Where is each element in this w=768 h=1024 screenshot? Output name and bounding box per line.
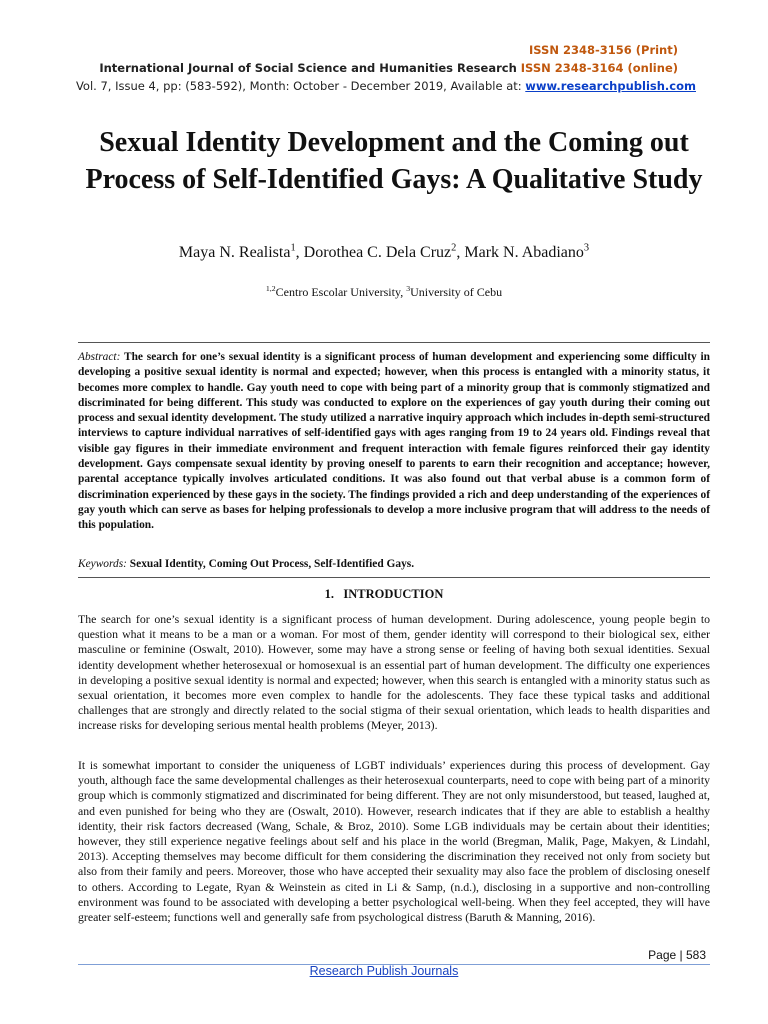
journal-name: International Journal of Social Science and Humanities Research [99,61,517,75]
author-sup: 3 [583,242,590,254]
author-sup: 1 [290,242,296,254]
issn-print: ISSN 2348-3156 (Print) [529,43,678,57]
keywords-label: Keywords: [78,558,127,570]
issn-online: ISSN 2348-3164 (online) [520,61,678,75]
abstract-label: Abstract: [78,351,121,363]
affiliation-sup: 1,2 [265,284,276,293]
affiliations: $^{1,2}$Centro Escolar University, $^3$University of Cebu [265,284,503,299]
website-link[interactable]: www.researchpublish.com [525,79,696,93]
divider-top [78,342,710,343]
body-paragraph: It is somewhat important to consider the uniqueness of LGBT individuals’ experiences during this process of development. Gay youth, although face the same developmental challenges as their heterosexual counterparts, need to cope with being part of a minority group which is commonly stigmatized and discriminated for being different. They are not only misunderstood, but teased, laughed at, and even punished for being who they are (Oswalt, 2010). However, research indicates that if they are able to establish a healthy identity, their risk factors decreased (Wang, Schale, & Broz, 2010). Some LGB individuals may be certain about their identities; however, they still experience negative feelings about self and his place in the world (Bregman, Malik, Page, Makyen, & Lindahl, 2013). Accepting themselves may become difficult for them considering the discrimination they received not only from society but also from their family and peers. Moreover, those who have accepted their sexuality may also face the problem of disclosing oneself to others. According to Legate, Ryan & Weinstein as cited in Li & Samp, (n.d.), disclosing in a supportive and non-controlling environment was found to be associated with developing a better psychological well-being. When they feel accepted, they will have greater self-esteem; functions well and generally safe from psychological distress (Baruth & Manning, 2016). [78,758,710,925]
affiliation-name: University of Cebu [410,285,503,299]
divider-bottom [78,577,710,578]
paper-title: Sexual Identity Development and the Coming out Process of Self-Identified Gays: A Qualitative Study [85,127,703,195]
author-sup: 2 [451,242,457,254]
affiliation-name: Centro Escolar University [275,285,401,299]
author-list: Maya N. Realista$^1$, Dorothea C. Dela Cruz$^2$, Mark N. Abadiano$^3$ [178,242,590,261]
body-paragraph: The search for one’s sexual identity is a significant process of human development. During adolescence, young people begin to question what it means to be a man or a woman. For most of them, gender identity will correspond to their biological sex, either masculine or feminine (Oswalt, 2010). However, some may have a strong sense or feeling of having both sexual identities. Sexual identity development whether heterosexual or homosexual is an essential part of human development. The difficulty one experiences in developing a positive sexual identity is normal and expected; however, when this search is entangled with a minority status such as sexual orientation, it becomes more even complex to handle for the adolescents. They face these typical tasks and additional challenges that are strongly and directly related to the social stigma of their sexual orientation, which leads to health disparities and increase risks for developing serious mental health problems (Meyer, 2013). [78,612,710,733]
author-name: Dorothea C. Dela Cruz [303,244,452,261]
volume-line [76,79,696,93]
abstract-text: The search for one’s sexual identity is a significant process of human development and experiencing some difficulty in developing a positive sexual identity is normal and expected; however, when this process is entangled with a minority status, it becomes more complex to handle. Gay youth need to cope with being part of a minority group that is commonly stigmatized and discriminated for being different. This study was conducted to explore on the experiences of gay youth during their coming out process and sexual identity development. The study utilized a narrative inquiry approach which includes in-depth semi-structured interviews to capture individual narratives of self-identified gays with ages ranging from 19 to 24 years old. Findings reveal that visible gay figures in their immediate environment and frequent interaction with female figures reinforced their gay identity development. Gays compensate sexual identity by proving oneself to parents to earn their recognition and acceptance; however, parental acceptance typically involves articulated conditions. It was also found out that verbal abuse is a common form of discrimination experienced by these gays in the society. The findings provided a rich and deep understanding of the experiences of gay youth which can serve as bases for helping professionals to develop a more inclusive program that will address to the needs of this population. [78,351,710,532]
journal-header-line [99,61,678,75]
author-name: Maya N. Realista [178,244,291,261]
volume-info: Vol. 7, Issue 4, pp: (583-592), Month: October - December 2019, Available at: [75,79,522,93]
page-number: Page | 583 [648,948,706,962]
footer-journal-link[interactable]: Research Publish Journals [309,964,459,978]
keywords-text: Sexual Identity, Coming Out Process, Self-Identified Gays. [129,558,415,570]
section-number: 1. [324,587,334,601]
section-heading [0,587,768,602]
section-title: INTRODUCTION [343,587,444,601]
author-name: Mark N. Abadiano [464,244,584,261]
abstract [78,350,710,534]
affiliation-sup: 3 [406,284,411,293]
keywords [78,558,710,570]
